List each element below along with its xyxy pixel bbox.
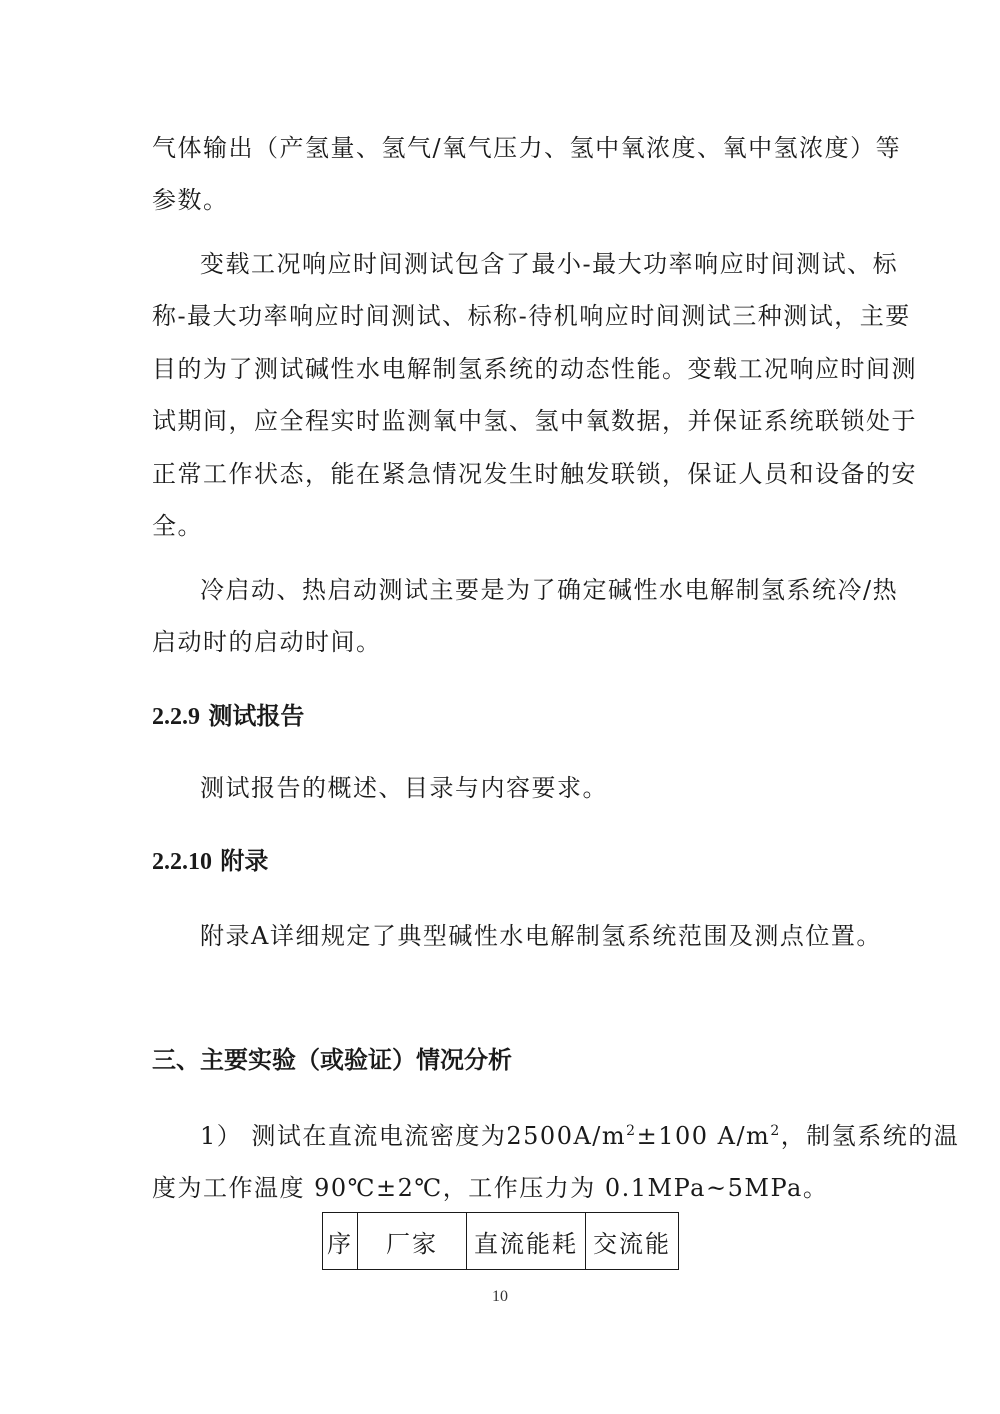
- paragraph-line: 启动时的启动时间。: [152, 628, 382, 656]
- paragraph-line: 正常工作状态，能在紧急情况发生时触发联锁，保证人员和设备的安: [152, 460, 917, 488]
- section-heading-3: 三、主要实验（或验证）情况分析: [152, 1046, 512, 1074]
- section-heading-2-2-9: [152, 700, 304, 733]
- paragraph-line: 变载工况响应时间测试包含了最小-最大功率响应时间测试、标: [200, 250, 899, 278]
- paragraph-line: 气体输出（产氢量、氢气/氧气压力、氢中氧浓度、氧中氢浓度）等: [152, 134, 902, 162]
- table-header-cell: 序: [323, 1213, 358, 1270]
- table-header-cell: 厂家: [358, 1213, 467, 1270]
- table-header-cell: 交流能: [586, 1213, 679, 1270]
- page-number: 10: [492, 1288, 508, 1305]
- results-table: [322, 1212, 679, 1270]
- paragraph-line: 称-最大功率响应时间测试、标称-待机响应时间测试三种测试，主要: [152, 302, 911, 330]
- paragraph-line: 目的为了测试碱性水电解制氢系统的动态性能。变载工况响应时间测: [152, 355, 917, 383]
- paragraph-line: 附录A详细规定了典型碱性水电解制氢系统范围及测点位置。: [200, 922, 882, 950]
- section-title: 测试报告: [208, 702, 305, 730]
- superscript: 2: [770, 1123, 781, 1139]
- paragraph-line: 试期间，应全程实时监测氧中氢、氢中氧数据，并保证系统联锁处于: [152, 407, 917, 435]
- test-condition-line: [200, 1120, 960, 1152]
- paragraph-line: 参数。: [152, 186, 229, 214]
- table-header-cell: 直流能耗: [467, 1213, 586, 1270]
- table-header-row: [323, 1213, 679, 1270]
- paragraph-line: 全。: [152, 512, 203, 540]
- section-number: 2.2.10: [152, 849, 212, 875]
- section-title: 附录: [220, 847, 269, 875]
- section-number: 2.2.9: [152, 704, 200, 730]
- section-heading-2-2-10: [152, 845, 268, 878]
- paragraph-line: 冷启动、热启动测试主要是为了确定碱性水电解制氢系统冷/热: [200, 576, 899, 604]
- text-fragment: ±100 A/m: [636, 1122, 771, 1150]
- text-fragment: 1） 测试在直流电流密度为2500A/m: [200, 1122, 627, 1150]
- paragraph-line: 测试报告的概述、目录与内容要求。: [200, 774, 608, 802]
- superscript: 2: [626, 1123, 637, 1139]
- test-condition-line: 度为工作温度 90℃±2℃，工作压力为 0.1MPa~5MPa。: [152, 1174, 829, 1202]
- text-fragment: ，制氢系统的温: [780, 1122, 960, 1150]
